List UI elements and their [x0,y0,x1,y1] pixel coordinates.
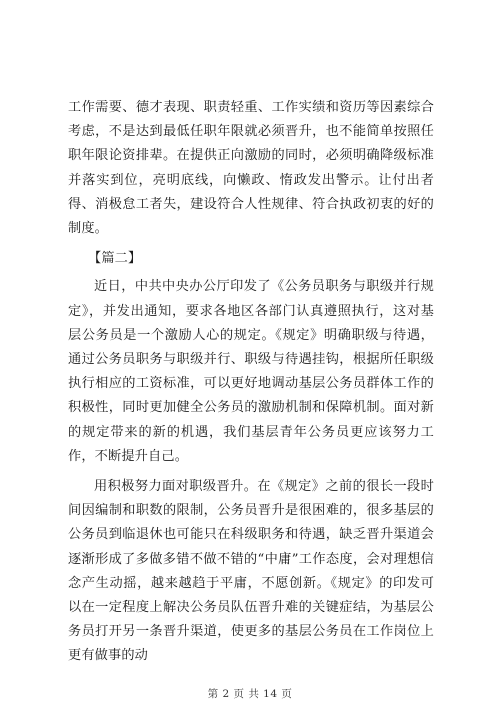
paragraph-3: 用积极努力面对职级晋升。在《规定》之前的很长一段时间因编制和职数的限制，公务员晋升是很困难的，很多基层的公务员到临退休也可能只在科级职务和待遇，缺乏晋升渠道会逐渐形成了多做多错不做不错的“中庸”工作态度，会对理想信念产生动摇，越来越趋于平庸，不愿创新。《规定》的印发可以在一定程度上解决公务员队伍晋升难的关键症结，为基层公务员打开另一条晋升渠道，使更多的基层公务员在工作岗位上更有做事的动 [68,479,434,664]
paragraph-2: 近日，中共中央办公厅印发了《公务员职务与职级并行规定》，并发出通知，要求各地区各部门认真遵照执行，这对基层公务员是一个激励人心的规定。《规定》明确职级与待遇，通过公务员职务与职级并行、职级与待遇挂钩，根据所任职级执行相应的工资标准，可以更好地调动基层公务员群体工作的积极性，同时更加健全公务员的激励机制和保障机制。面对新的规定带来的新的机遇，我们基层青年公务员更应该努力工作，不断提升自己。 [68,279,434,464]
document-body [68,96,434,675]
section-heading: 【篇二】 [88,251,142,267]
page-footer: 第 2 页 共 14 页 [207,688,293,700]
paragraph-1: 工作需要、德才表现、职责轻重、工作实绩和资历等因素综合考虑，不是达到最低任职年限就必须晋升，也不能简单按照任职年限论资排辈。在提供正向激励的同时，必须明确降级标准并落实到位，亮明底线，向懒政、惰政发出警示。让付出者得、消极怠工者失，建设符合人性规律、符合执政初衷的好的制度。 [68,100,434,237]
